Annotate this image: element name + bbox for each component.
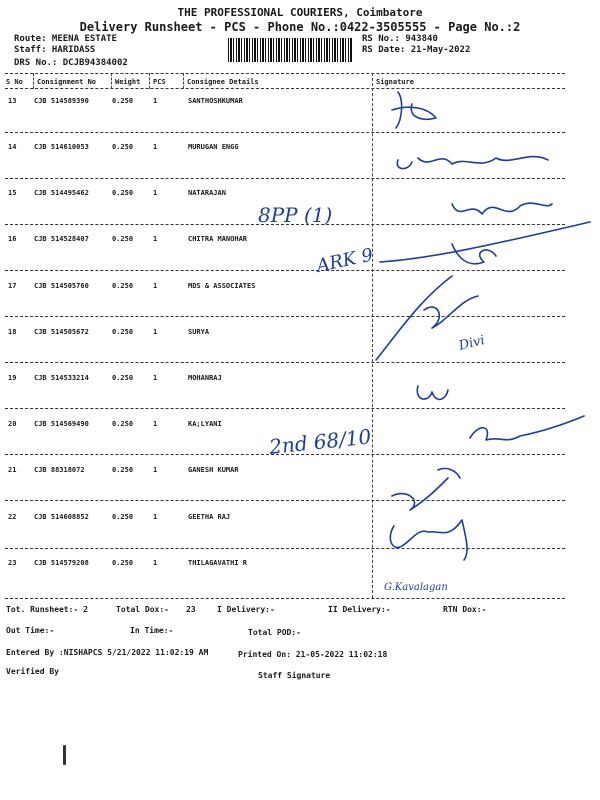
row-separator (5, 132, 565, 133)
row-20-sno: 20 (8, 420, 17, 428)
barcode (228, 38, 352, 62)
row-separator (5, 316, 565, 317)
i-delivery: I Delivery:- (217, 605, 275, 614)
rs-date-line: RS Date: 21-May-2022 (362, 45, 471, 55)
row-17-consignment: CJB 514505760 (34, 282, 89, 290)
row-13-sno: 13 (8, 97, 17, 105)
signature-row-16 (452, 244, 496, 264)
verified-by: Verified By (6, 667, 59, 676)
row-13-weight: 0.250 (112, 97, 134, 105)
col-header-consignment: Consignment No (37, 78, 97, 86)
row-22-weight: 0.250 (112, 513, 134, 521)
signature-row-22 (390, 520, 467, 560)
row-separator (5, 454, 565, 455)
row-16-sno: 16 (8, 235, 17, 243)
out-time: Out Time:- (6, 626, 55, 635)
staff-line: Staff: HARIDASS (14, 45, 96, 55)
row-23-weight: 0.250 (112, 559, 134, 567)
row-18-consignee: SURYA (188, 328, 210, 336)
rs-no-line: RS No.: 943840 (362, 34, 438, 44)
row-13-consignee: SANTHOSHKUMAR (188, 97, 243, 105)
row-15-weight: 0.250 (112, 189, 134, 197)
row-14-weight: 0.250 (112, 143, 134, 151)
row-21-pcs: 1 (153, 466, 158, 474)
row-separator (5, 224, 565, 225)
col-divider (183, 73, 184, 89)
table-header-rule (5, 88, 565, 89)
row-19-consignee: MOHANRAJ (188, 374, 222, 382)
handwritten-note-row-16: ARK 9 (314, 244, 375, 277)
row-16-weight: 0.250 (112, 235, 134, 243)
row-18-sno: 18 (8, 328, 17, 336)
col-header-pcs: PCS (153, 78, 166, 86)
row-separator (5, 362, 565, 363)
signature-row-15 (452, 203, 552, 214)
table-bottom-rule (5, 598, 565, 599)
row-22-pcs: 1 (153, 513, 158, 521)
col-divider (149, 73, 150, 89)
table-top-rule (5, 73, 565, 74)
scan-mark (63, 745, 66, 765)
col-header-sno: S No (6, 78, 23, 86)
total-dox-value: 23 (186, 605, 196, 614)
row-14-consignment: CJB 514610053 (34, 143, 89, 151)
row-15-consignment: CJB 514495462 (34, 189, 89, 197)
row-22-consignment: CJB 514608852 (34, 513, 89, 521)
handwritten-note-row-23: G.Kavalagan (384, 582, 448, 593)
row-20-weight: 0.250 (112, 420, 134, 428)
row-19-consignment: CJB 514533214 (34, 374, 89, 382)
row-17-sno: 17 (8, 282, 17, 290)
row-15-consignee: NATARAJAN (188, 189, 226, 197)
signature-row-16-stroke (380, 222, 590, 262)
row-19-weight: 0.250 (112, 374, 134, 382)
row-19-sno: 19 (8, 374, 17, 382)
row-18-weight: 0.250 (112, 328, 134, 336)
row-16-consignment: CJB 514528407 (34, 235, 89, 243)
row-17-pcs: 1 (153, 282, 158, 290)
row-13-consignment: CJB 514589390 (34, 97, 89, 105)
row-21-consignee: GANESH KUMAR (188, 466, 239, 474)
row-18-pcs: 1 (153, 328, 158, 336)
row-separator (5, 270, 565, 271)
rtn-dox: RTN Dox:- (443, 605, 487, 614)
row-20-consignee: KA;LYANI (188, 420, 222, 428)
row-16-pcs: 1 (153, 235, 158, 243)
in-time: In Time:- (130, 626, 174, 635)
row-22-consignee: GEETHA RAJ (188, 513, 231, 521)
row-21-consignment: CJB 88318072 (34, 466, 85, 474)
row-20-consignment: CJB 514569490 (34, 420, 89, 428)
col-header-signature: Signature (376, 78, 414, 86)
total-dox-label: Total Dox:- (116, 605, 169, 614)
row-17-weight: 0.250 (112, 282, 134, 290)
row-21-weight: 0.250 (112, 466, 134, 474)
row-22-sno: 22 (8, 513, 17, 521)
col-divider (33, 73, 34, 89)
row-13-pcs: 1 (153, 97, 158, 105)
row-14-sno: 14 (8, 143, 17, 151)
row-23-consignment: CJB 514579208 (34, 559, 89, 567)
row-20-pcs: 1 (153, 420, 158, 428)
tot-runsheet: Tot. Runsheet:- 2 (6, 605, 88, 614)
row-14-consignee: MURUGAN ENGG (188, 143, 239, 151)
row-separator (5, 500, 565, 501)
signature-col-divider (372, 73, 373, 598)
signature-row-21 (392, 468, 460, 510)
row-17-consignee: MDS & ASSOCIATES (188, 282, 256, 290)
signature-row-14 (397, 157, 548, 169)
col-header-weight: Weight (115, 78, 141, 86)
entered-by: Entered By :NISHAPCS 5/21/2022 11:02:19 AM (6, 648, 209, 657)
runsheet-subtitle: Delivery Runsheet - PCS - Phone No.:0422-3505555 - Page No.:2 (79, 20, 521, 34)
row-23-sno: 23 (8, 559, 17, 567)
route-line: Route: MEENA ESTATE (14, 34, 117, 44)
handwritten-note-row-15: 8PP (1) (258, 203, 333, 227)
ii-delivery: II Delivery:- (328, 605, 391, 614)
signature-row-13 (392, 92, 436, 128)
row-16-consignee: CHITRA MANOHAR (188, 235, 248, 243)
printed-on: Printed On: 21-05-2022 11:02:18 (238, 650, 388, 659)
row-23-pcs: 1 (153, 559, 158, 567)
row-18-consignment: CJB 514505672 (34, 328, 89, 336)
row-14-pcs: 1 (153, 143, 158, 151)
row-23-consignee: THILAGAVATHI R (188, 559, 248, 567)
drs-line: DRS No.: DCJB94384002 (14, 58, 128, 68)
row-15-sno: 15 (8, 189, 17, 197)
row-separator (5, 178, 565, 179)
row-19-pcs: 1 (153, 374, 158, 382)
total-pod: Total POD:- (248, 628, 301, 637)
signature-row-20 (470, 416, 584, 440)
signature-row-17 (376, 276, 478, 360)
col-header-consignee: Consignee Details (187, 78, 259, 86)
signature-row-19 (417, 386, 448, 399)
row-separator (5, 548, 565, 549)
company-title: THE PROFESSIONAL COURIERS, Coimbatore (177, 6, 423, 19)
handwritten-note-row-18: Divi (457, 333, 487, 354)
row-separator (5, 408, 565, 409)
col-divider (111, 73, 112, 89)
staff-signature: Staff Signature (258, 671, 331, 680)
row-21-sno: 21 (8, 466, 17, 474)
handwritten-note-row-20: 2nd 68/10 (268, 424, 373, 459)
row-15-pcs: 1 (153, 189, 158, 197)
